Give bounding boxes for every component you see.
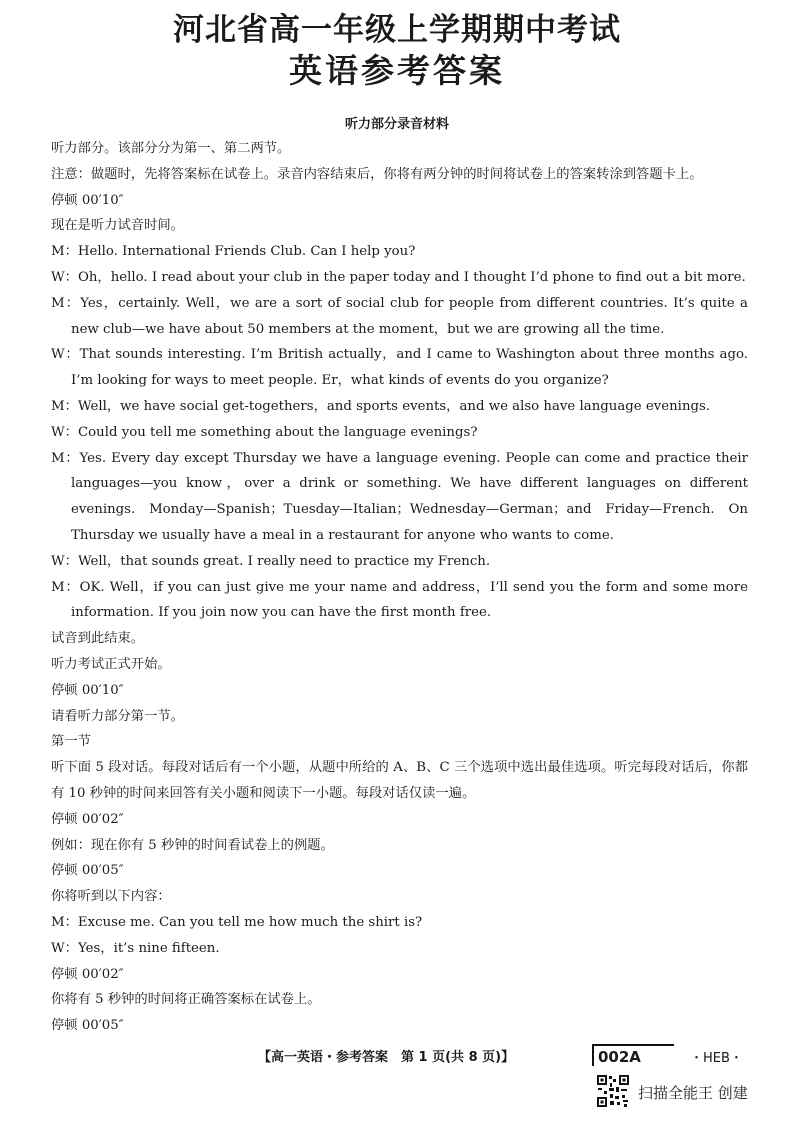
dialogue-line: W：Could you tell me something about the language evenings? (51, 424, 478, 440)
pause-marker: 停顿 00′02″ (51, 966, 124, 982)
text-line: 你将听到以下内容： (51, 889, 171, 905)
pause-marker: 停顿 00′05″ (51, 863, 124, 879)
dialogue-line: W：Yes，it’s nine fifteen. (51, 940, 220, 956)
dialogue-line: W：That sounds interesting. I’m British actually，and I came to Washington about three months ago. I’m looking for ways to meet people. Er，what kinds of events do you organize? (51, 347, 748, 389)
page-footer (0, 1044, 794, 1068)
text-line: 现在是听力试音时间。 (51, 218, 184, 234)
document-subtitle: 英语参考答案 (289, 51, 505, 90)
pause-marker: 停顿 00′10″ (51, 192, 124, 208)
pause-marker: 停顿 00′02″ (51, 811, 124, 827)
qr-code-icon (596, 1074, 630, 1108)
text-line: 听力考试正式开始。 (51, 656, 171, 672)
pause-marker: 停顿 00′10″ (51, 682, 124, 698)
pause-marker: 停顿 00′05″ (51, 1018, 124, 1034)
dialogue-line: M：Well，we have social get-togethers，and sports events，and we also have language evenings. (51, 398, 711, 414)
text-line: 你将有 5 秒钟的时间将正确答案标在试卷上。 (51, 992, 321, 1008)
document-title: 河北省高一年级上学期期中考试 (173, 12, 621, 48)
section-label: 第一节 (51, 734, 91, 750)
text-line: 请看听力部分第一节。 (51, 708, 184, 724)
dialogue-line: M：Hello. International Friends Club. Can I help you? (51, 244, 416, 260)
text-line: 听力部分。该部分分为第一、第二两节。 (51, 141, 291, 156)
dialogue-line: M：Yes，certainly. Well，we are a sort of social club for people from different countries. It’s quite a new club—we have about 50 members at the moment，but we are growing all the time. (51, 295, 748, 337)
dialogue-line: M：Yes. Every day except Thursday we have a language evening. People can come and practice their languages—you know，over a drink or something. We have different languages on different evenings. Monday—Spanish；Tuesday—Italian；Wednesday—German；and Friday—French. On Thursday we usually have a meal in a restaurant for anyone who wants to come. (51, 450, 748, 543)
dialogue-line: M：OK. Well，if you can just give me your name and address，I’ll send you the form and some more information. If you join now you can have the first month free. (51, 579, 748, 621)
scanner-label: 扫描全能王 创建 (638, 1084, 748, 1102)
dialogue-line: W：Oh，hello. I read about your club in the paper today and I thought I’d phone to find out a bit more. (51, 269, 746, 285)
section-heading: 听力部分录音材料 (344, 117, 449, 132)
instruction-paragraph: 听下面 5 段对话。每段对话后有一个小题，从题中所给的 A、B、C 三个选项中选出最佳选项。听完每段对话后，你都有 10 秒钟的时间来回答有关小题和阅读下一小题。每段对话仅读一遍。 (51, 760, 748, 801)
dialogue-line: M：Excuse me. Can you tell me how much the shirt is? (51, 914, 423, 930)
transcript-body (51, 136, 748, 1039)
text-line: 试音到此结束。 (51, 631, 145, 647)
page-info: 【高一英语・参考答案 第 1 页(共 8 页)】 (258, 1050, 515, 1065)
region-code: ・HEB・ (690, 1051, 743, 1066)
dialogue-line: W：Well，that sounds great. I really need to practice my French. (51, 553, 491, 569)
paper-code: 002A (592, 1044, 674, 1066)
text-line: 注意：做题时，先将答案标在试卷上。录音内容结束后，你将有两分钟的时间将试卷上的答案转涂到答题卡上。 (51, 166, 703, 182)
text-line: 例如：现在你有 5 秒钟的时间看试卷上的例题。 (51, 837, 334, 853)
